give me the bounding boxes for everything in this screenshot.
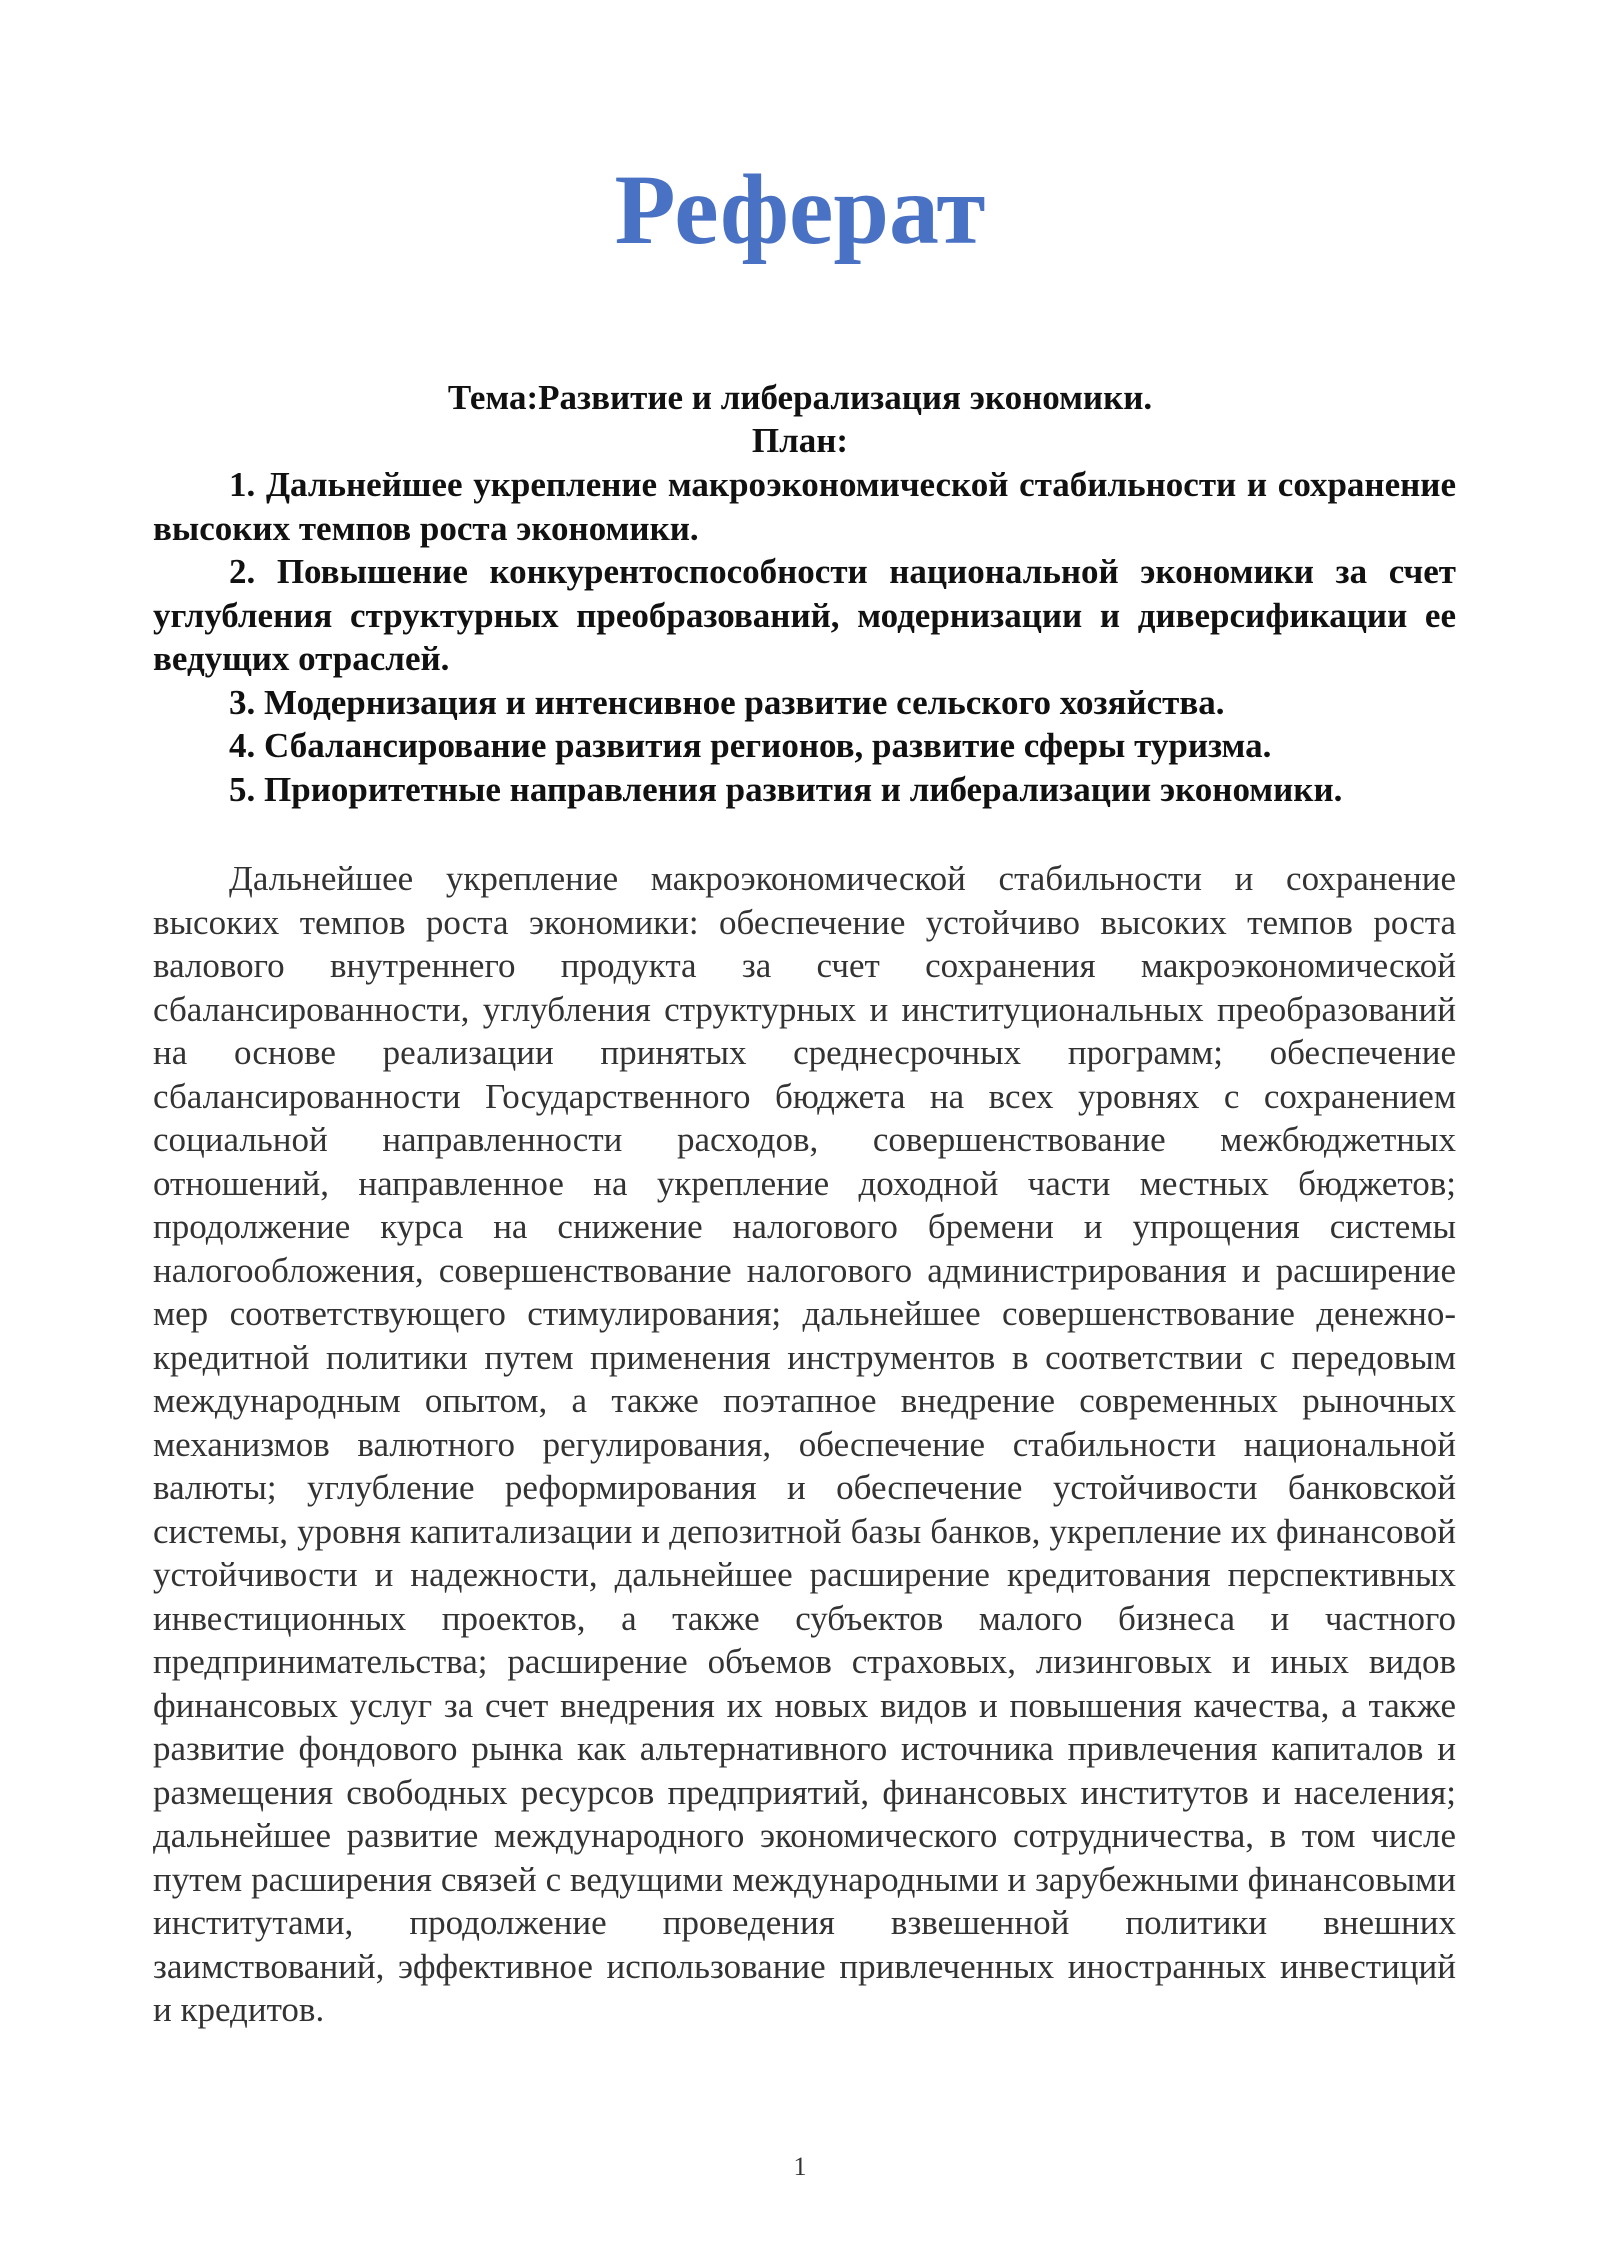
- page-number: 1: [793, 2152, 807, 2181]
- plan-item: 2. Повышение конкурентоспособности национальной экономики за счет углубления структурных преобразований, модернизации и диверсификации ее ведущих отраслей.: [153, 552, 1456, 678]
- plan-item: 4. Сбалансирование развития регионов, развитие сферы туризма.: [229, 726, 1272, 765]
- plan-item: 5. Приоритетные направления развития и либерализации экономики.: [229, 769, 1343, 809]
- document-topic: Тема:Развитие и либерализация экономики.: [447, 378, 1153, 417]
- body-paragraph: Дальнейшее укрепление макроэкономической стабильности и сохранение высоких темпов роста экономики: обеспечение устойчиво высоких темпов роста валового внутреннего продукта за счет сохранения макроэкономической сбалансированности, углубления структурных и институциональных преобразований на основе реализации принятых среднесрочных программ; обеспечение сбалансированности Государственного бюджета на всех уровнях с сохранением социальной направленности расходов, совершенствование межбюджетных отношений, направленное на укрепление доходной части местных бюджетов; продолжение курса на снижение налогового бремени и упрощения системы налогообложения, совершенствование налогового администрирования и расширение мер соответствующего стимулирования; дальнейшее совершенствование денежно-кредитной политики путем применения инструментов в соответствии с передовым международным опытом, а также поэтапное внедрение современных рыночных механизмов валютного регулирования, обеспечение стабильности национальной валюты; углубление реформирования и обеспечение устойчивости банковской системы, уровня капитализации и депозитной базы банков, укрепление их финансовой устойчивости и надежности, дальнейшее расширение кредитования перспективных инвестиционных проектов, а также субъектов малого бизнеса и частного предпринимательства; расширение объемов страховых, лизинговых и иных видов финансовых услуг за счет внедрения их новых видов и повышения качества, а также развитие фондового рынка как альтернативного источника привлечения капиталов и размещения свободных ресурсов предприятий, финансовых институтов и населения; дальнейшее развитие международного экономического сотрудничества, в том числе путем расширения связей с ведущими международными и зарубежными финансовыми институтами, продолжение проведения взвешенной политики внешних заимствований, эффективное использование привлеченных иностранных инвестиций и кредитов.: [153, 859, 1456, 2029]
- document-title: Реферат: [614, 154, 986, 265]
- plan-item: 3. Модернизация и интенсивное развитие сельского хозяйства.: [229, 682, 1225, 722]
- plan-list: [153, 463, 1456, 811]
- plan-label: План:: [751, 421, 849, 460]
- plan-item: 1. Дальнейшее укрепление макроэкономической стабильности и сохранение высоких темпов роста экономики.: [153, 465, 1456, 548]
